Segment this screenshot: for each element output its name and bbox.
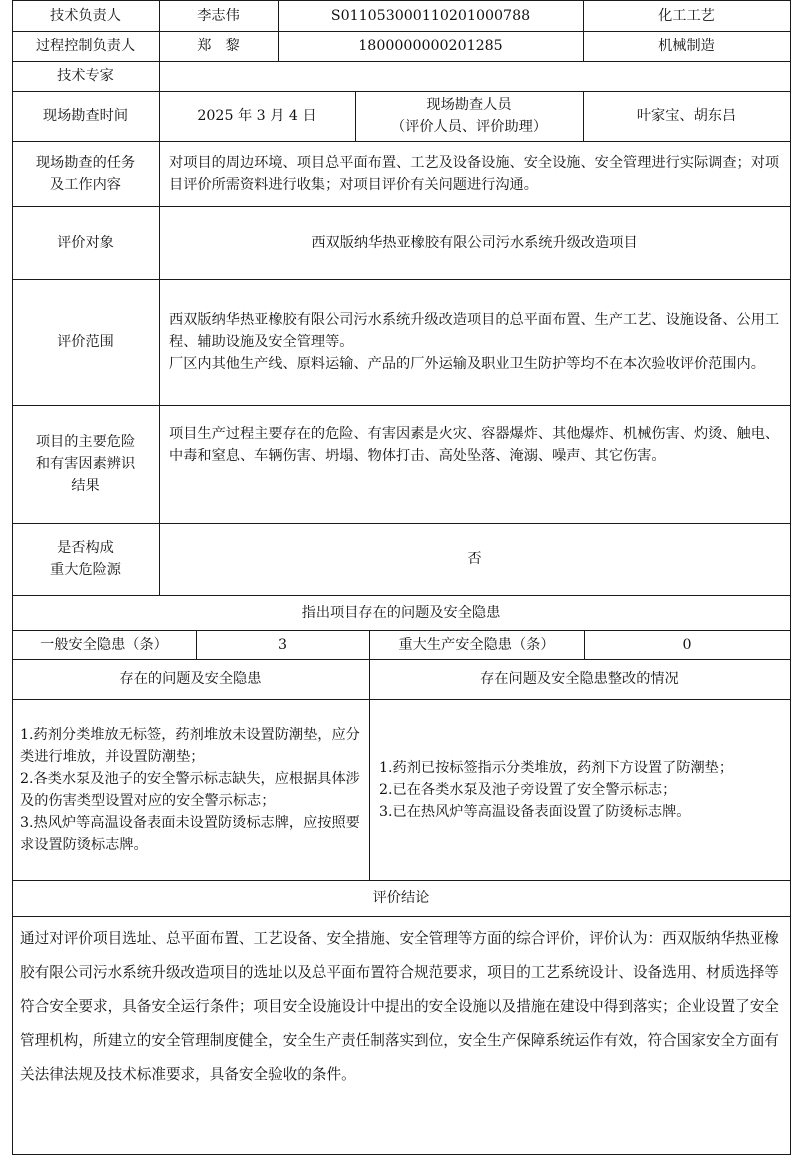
major-hazard-count: 0 — [682, 636, 692, 653]
hazard-label — [12, 405, 159, 523]
survey-time-label: 现场勘查时间 — [42, 108, 129, 124]
scope-label: 评价范围 — [57, 334, 114, 350]
issues-list — [12, 699, 369, 880]
hazard-label-line2: 和有害因素辨识 — [35, 456, 136, 472]
tech-lead-label: 技术负责人 — [50, 7, 121, 24]
major-hazard-label — [12, 523, 159, 595]
rectification-item: 1.药剂已按标签指示分类堆放，药剂下方设置了防潮垫； — [379, 759, 734, 776]
major-hazard-value: 否 — [467, 551, 482, 567]
survey-staff-label-line2: （评价人员、评价助理） — [390, 119, 548, 135]
tech-lead-cert: S011053000110201000788 — [330, 7, 531, 24]
tech-lead-specialty: 化工工艺 — [658, 7, 715, 24]
task-label — [12, 141, 159, 206]
task-label-line2: 及工作内容 — [50, 176, 121, 193]
object-text: 西双版纳华热亚橡胶有限公司污水系统升级改造项目 — [311, 234, 638, 251]
scope-text — [159, 279, 790, 405]
issue-item: 3.热风炉等高温设备表面未设置防烫标志牌，应按照要求设置防烫标志牌。 — [20, 814, 360, 853]
issue-item: 1.药剂分类堆放无标签，药剂堆放未设置防潮垫，应分类进行堆放，并设置防潮垫； — [20, 726, 360, 765]
major-hazard-label-line2: 重大危险源 — [50, 562, 121, 578]
issue-item: 2.各类水泵及池子的安全警示标志缺失，应根据具体涉及的伤害类型设置对应的安全警示标志； — [20, 770, 360, 809]
process-lead-label: 过程控制负责人 — [35, 38, 136, 54]
scope-text-2: 厂区内其他生产线、原料运输、产品的厂外运输及职业卫生防护等均不在本次验收评价范围内。 — [169, 356, 765, 372]
rectification-list — [369, 699, 790, 880]
tech-expert-value — [159, 61, 790, 91]
survey-staff-value: 叶家宝、胡东吕 — [636, 108, 737, 124]
hazard-label-line1: 项目的主要危险 — [35, 434, 136, 450]
issues-col-right-header: 存在问题及安全隐患整改的情况 — [480, 671, 679, 687]
issues-col-left-header: 存在的问题及安全隐患 — [119, 671, 262, 687]
survey-staff-label-line1: 现场勘查人员 — [426, 97, 512, 113]
tech-expert-label: 技术专家 — [57, 68, 114, 84]
major-hazard-count-label: 重大生产安全隐患（条） — [398, 636, 555, 653]
rectification-item: 3.已在热风炉等高温设备表面设置了防烫标志牌。 — [379, 803, 691, 820]
survey-time-value: 2025 年 3 月 4 日 — [197, 108, 317, 124]
scope-text-1: 西双版纳华热亚橡胶有限公司污水系统升级改造项目的总平面布置、生产工艺、设施设备、公用工程、辅助设施及安全管理等。 — [169, 312, 780, 350]
hazard-text: 项目生产过程主要存在的危险、有害因素是火灾、容器爆炸、其他爆炸、机械伤害、灼烫、触电、中毒和窒息、车辆伤害、坍塌、物体打击、高处坠落、淹溺、噪声、其它伤害。 — [169, 426, 780, 464]
task-label-line1: 现场勘查的任务 — [35, 154, 136, 171]
process-lead-specialty: 机械制造 — [658, 38, 715, 54]
rectification-item: 2.已在各类水泵及池子旁设置了安全警示标志； — [379, 781, 677, 798]
hazard-label-line3: 结果 — [71, 478, 100, 494]
general-hazard-label: 一般安全隐患（条） — [40, 636, 168, 653]
major-hazard-label-line1: 是否构成 — [57, 540, 114, 556]
tech-lead-name: 李志伟 — [197, 7, 240, 24]
issues-section-title: 指出项目存在的问题及安全隐患 — [301, 604, 501, 621]
general-hazard-count: 3 — [277, 636, 288, 653]
conclusion-text: 通过对评价项目选址、总平面布置、工艺设备、安全措施、安全管理等方面的综合评价，评价认为：西双版纳华热亚橡胶有限公司污水系统升级改造项目的选址以及总平面布置符合规范要求，项目的工艺系统设计、设备选用、材质选择等符合安全要求，具备安全运行条件；项目安全设施设计中提出的安全设施以及措施在建设中得到落实；企业设置了安全管理机构，所建立的安全管理制度健全，安全生产责任制落实到位，安全生产保障系统运作有效，符合国家安全方面有关法律法规及技术标准要求，具备安全验收的条件。 — [20, 930, 779, 1083]
conclusion-title: 评价结论 — [372, 890, 430, 906]
process-lead-cert: 1800000000201285 — [358, 38, 503, 54]
process-lead-name: 郑 黎 — [197, 38, 240, 54]
survey-staff-label — [355, 91, 583, 141]
object-label: 评价对象 — [57, 234, 114, 251]
task-text: 对项目的周边环境、项目总平面布置、工艺及设备设施、安全设施、安全管理进行实际调查；对项目评价所需资料进行收集；对项目评价有关问题进行沟通。 — [169, 154, 780, 193]
